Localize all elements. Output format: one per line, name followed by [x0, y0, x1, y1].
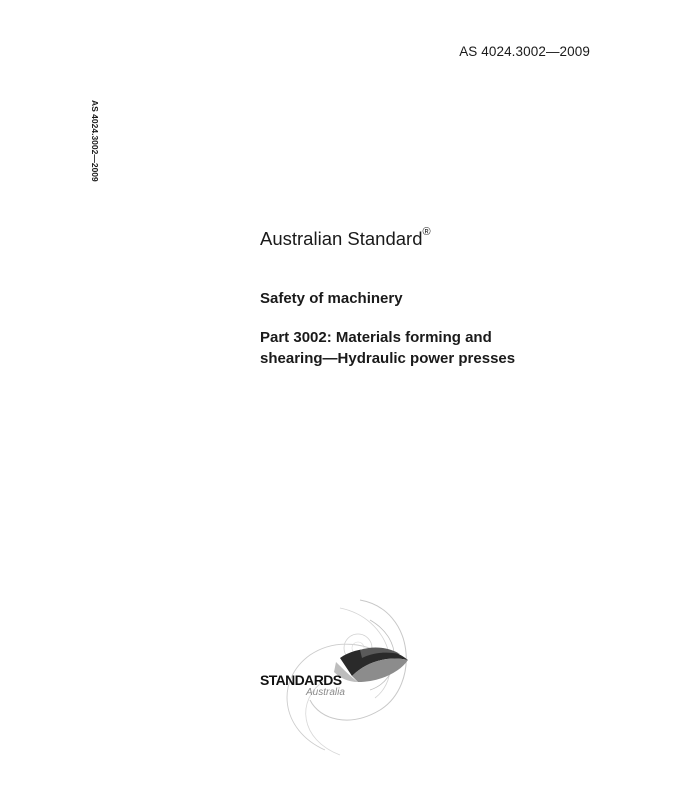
subject-title: Safety of machinery	[260, 290, 403, 307]
standards-australia-logo	[240, 590, 440, 760]
document-number: AS 4024.3002—2009	[459, 44, 590, 59]
standard-series-title	[260, 228, 431, 250]
series-name: Australian Standard	[260, 228, 423, 249]
part-title-line-1: Part 3002: Materials forming and	[260, 329, 492, 346]
logo-subword: Australia	[306, 687, 345, 698]
logo-word: STANDARDS	[260, 672, 342, 688]
part-title	[260, 327, 620, 369]
spine-document-number	[86, 100, 106, 220]
registered-mark: ®	[422, 226, 431, 238]
part-title-line-2: shearing—Hydraulic power presses	[260, 350, 516, 367]
spine-number-text: AS 4024.3002—2009	[90, 100, 100, 182]
